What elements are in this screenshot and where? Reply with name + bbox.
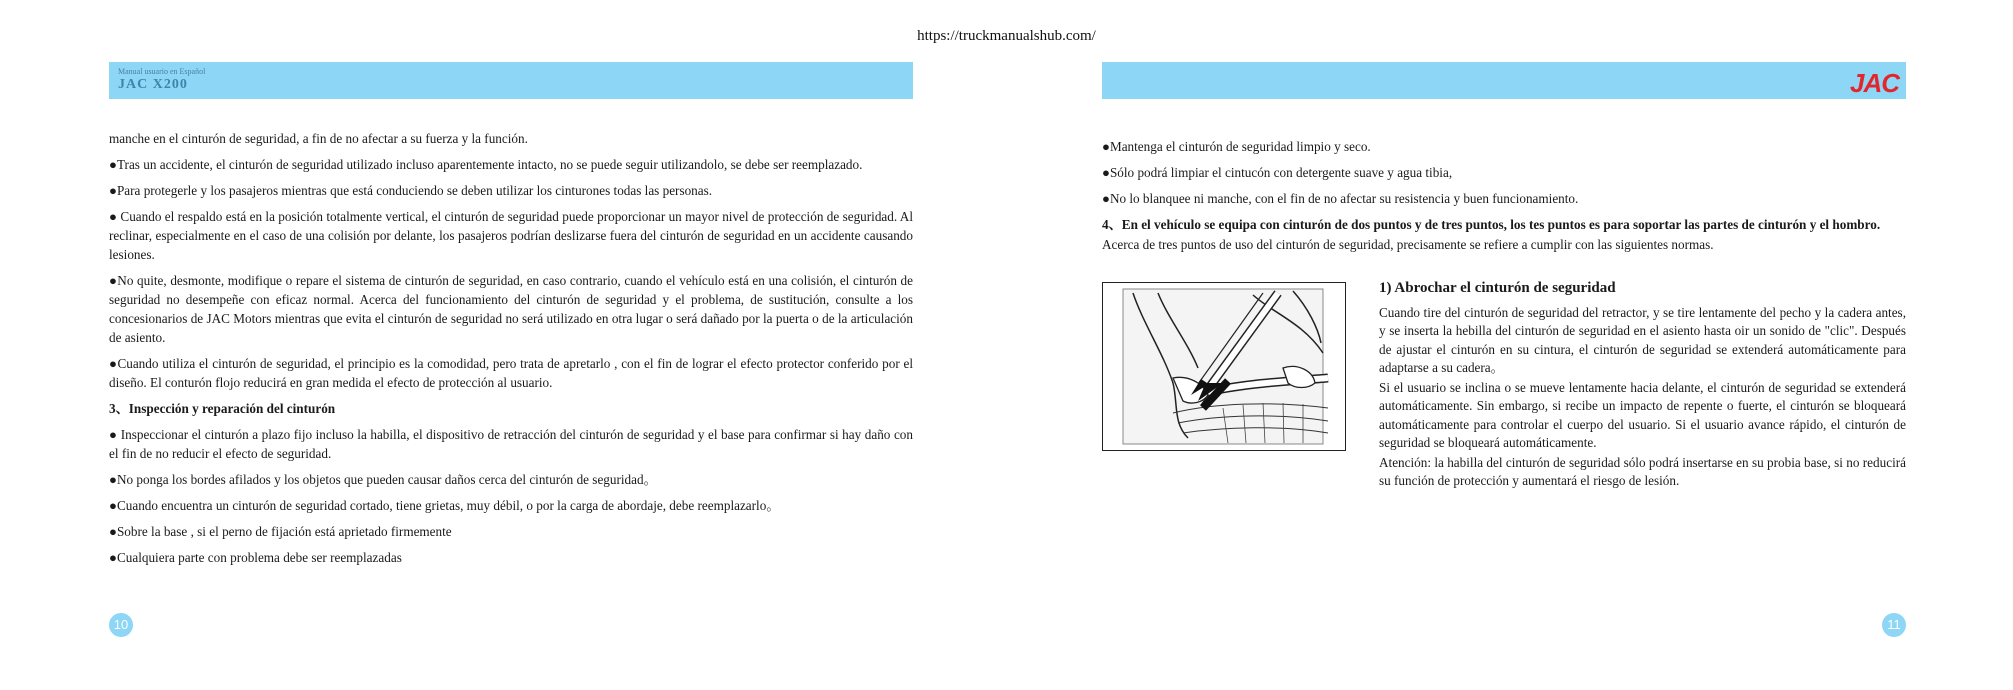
paragraph: ● Inspeccionar el cinturón a plazo fijo incluso la habilla, el dispositivo de retracción del cinturón de seguridad y el base para confirmar si hay daño con el fin de no reducir el efecto de seguridad.	[109, 427, 913, 461]
paragraph: Cuando tire del cinturón de seguridad del retractor, y se tire lentamente del pecho y la cadera antes, y se inserta la hebilla del cinturón de seguridad en el asiento hasta oir un sonido de "clic". Después de ajustar el cinturón en su cintura, el cinturón de seguridad se extenderá automáticamente para adaptarse a su cadera。	[1379, 304, 1906, 375]
paragraph: ●Sólo podrá limpiar el cintucón con detergente suave y agua tibia,	[1102, 165, 1453, 180]
paragraph: ●Para protegerle y los pasajeros mientras que está conduciendo se deben utilizar los cinturones todas las personas.	[109, 183, 713, 198]
jac-logo: JAC	[1849, 68, 1899, 98]
paragraph: ●Cuando encuentra un cinturón de seguridad cortado, tiene grietas, muy débil, o por la carga de abordaje, debe reemplazarlo。	[109, 498, 780, 513]
section-heading: 4、En el vehículo se equipa con cinturón de dos puntos y de tres puntos, los tes puntos es para soportar las partes de cinturón y el hombro.	[1102, 217, 1881, 232]
source-url: https://truckmanualshub.com/	[917, 28, 1096, 44]
paragraph: Si el usuario se inclina o se mueve lentamente hacia delante, el cinturón de seguridad se extenderá automáticamente. Sin embargo, si recibe un impacto de repente o fuerte, el cinturón se bloqueará automáticamente para controlar el cuerpo del usuario. Si el usuario avance rápido, el cinturón de seguridad se bloqueará automáticamente.	[1379, 379, 1906, 450]
section-title: 1) Abrochar el cinturón de seguridad	[1379, 280, 1616, 296]
section-heading: 3、Inspección y reparación del cinturón	[109, 401, 336, 416]
paragraph: ● Cuando el respaldo está en la posición totalmente vertical, el cinturón de seguridad puede proporcionar un mayor nivel de protección de seguridad. Al reclinar, especialmente en el caso de una colisión por delante, los pasajeros podrían deslizarse fuera del cinturón de seguridad en un accidente causando lesiones.	[109, 209, 913, 262]
paragraph: ●Tras un accidente, el cinturón de seguridad utilizado incluso aparentemente intacto, no se puede seguir utilizandolo, se debe ser reemplazado.	[109, 157, 863, 172]
paragraph: ●No quite, desmonte, modifique o repare el sistema de cinturón de seguridad, en caso contrario, cuando el vehículo está en una colisión, el cinturón de seguridad no desempeñe con eficaz normal. Acerca del funcionamiento del cinturón de seguridad y el problema, de sustitución, consulte a los concesionarios de JAC Motors mientras que evita el cinturón de seguridad no será utilizado en otra lugar o será dañado por la puerta o de la articulación de asiento.	[109, 273, 913, 345]
left-page-body	[109, 129, 913, 574]
paragraph: ●Sobre la base , si el perno de fijación está aprietado firmemente	[109, 524, 452, 539]
paragraph: Acerca de tres puntos de uso del cinturón de seguridad, precisamente se refiere a cumplir con las siguientes normas.	[1102, 237, 1714, 252]
model-name: JAC X200	[118, 77, 188, 92]
paragraph: ●Mantenga el cinturón de seguridad limpio y seco.	[1102, 139, 1371, 154]
paragraph: ●Cualquiera parte con problema debe ser reemplazadas	[109, 550, 402, 565]
header-banner-right	[1102, 62, 1906, 99]
fastening-section	[1379, 279, 1906, 492]
paragraph: Atención: la habilla del cinturón de seguridad sólo podrá insertarse en su probia base, si no reducirá su función de protección y aumentará el riesgo de lesión.	[1379, 454, 1906, 488]
paragraph: manche en el cinturón de seguridad, a fin de no afectar a su fuerza y la función.	[109, 131, 528, 146]
header-banner-left	[109, 62, 913, 99]
seatbelt-buckle-illustration-icon	[1102, 282, 1346, 451]
paragraph: ●Cuando utiliza el cinturón de seguridad, el principio es la comodidad, pero trata de apretarlo , con el fin de lograr el efecto protector conferido por el diseño. El conturón flojo reducirá en gran medida el efecto de protección al usuario.	[109, 356, 913, 390]
paragraph: ●No lo blanquee ni manche, con el fin de no afectar su resistencia y buen funcionamiento.	[1102, 191, 1579, 206]
right-page-body	[1102, 137, 1906, 261]
manual-subtitle: Manual usuario en Español	[118, 67, 206, 76]
page-number-left: 10	[109, 613, 133, 637]
page-number-right: 11	[1882, 613, 1906, 637]
paragraph: ●No ponga los bordes afilados y los objetos que pueden causar daños cerca del cinturón de seguridad。	[109, 472, 657, 487]
